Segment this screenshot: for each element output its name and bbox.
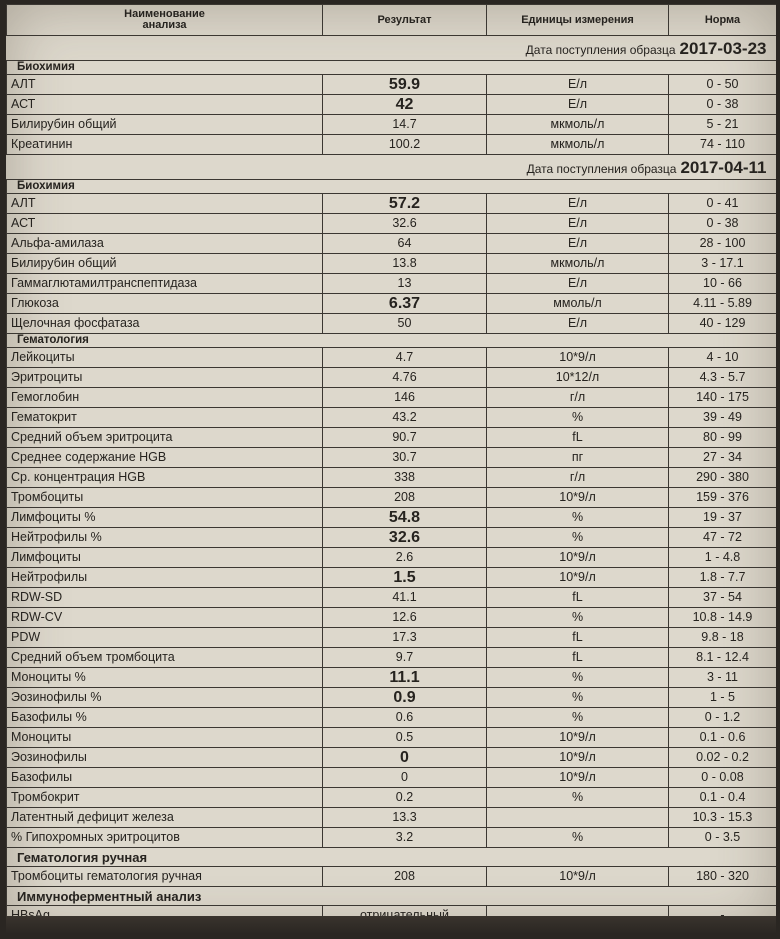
test-result: 0 <box>323 748 487 768</box>
test-norm: 0 - 0.08 <box>669 768 777 788</box>
test-unit: % <box>487 828 669 848</box>
test-result: 3.2 <box>323 828 487 848</box>
test-unit: Е/л <box>487 214 669 234</box>
table-row <box>7 828 777 848</box>
table-row <box>7 408 777 428</box>
results-body <box>7 36 777 926</box>
section-row <box>7 334 777 348</box>
table-row <box>7 448 777 468</box>
test-unit: % <box>487 688 669 708</box>
test-result: 30.7 <box>323 448 487 468</box>
test-unit: % <box>487 528 669 548</box>
table-row <box>7 194 777 214</box>
test-name: PDW <box>7 628 323 648</box>
test-unit: % <box>487 508 669 528</box>
test-name: АЛТ <box>7 194 323 214</box>
test-unit: Е/л <box>487 95 669 115</box>
test-result: 64 <box>323 234 487 254</box>
test-norm: 4 - 10 <box>669 348 777 368</box>
table-row <box>7 214 777 234</box>
table-row <box>7 95 777 115</box>
test-unit: 10*9/л <box>487 768 669 788</box>
test-unit: Е/л <box>487 75 669 95</box>
test-norm: 1.8 - 7.7 <box>669 568 777 588</box>
test-name: Тромбоциты гематология ручная <box>7 867 323 887</box>
sample-date-label: Дата поступления образца <box>525 42 676 57</box>
test-result: 13.8 <box>323 254 487 274</box>
test-name: АЛТ <box>7 75 323 95</box>
test-unit: г/л <box>487 388 669 408</box>
table-row <box>7 628 777 648</box>
test-norm: 4.11 - 5.89 <box>669 294 777 314</box>
section-row <box>7 180 777 194</box>
table-row <box>7 488 777 508</box>
test-norm: 0.1 - 0.6 <box>669 728 777 748</box>
section-title: Гематология ручная <box>7 848 777 867</box>
test-result: 17.3 <box>323 628 487 648</box>
header-norm: Норма <box>669 5 777 36</box>
test-unit: 10*9/л <box>487 488 669 508</box>
lab-results-sheet <box>6 4 776 934</box>
test-result: 146 <box>323 388 487 408</box>
test-unit: fL <box>487 588 669 608</box>
test-name: Базофилы <box>7 768 323 788</box>
test-name: Ср. концентрация HGB <box>7 468 323 488</box>
test-norm: 3 - 17.1 <box>669 254 777 274</box>
test-unit: Е/л <box>487 274 669 294</box>
test-result: 6.37 <box>323 294 487 314</box>
table-row <box>7 528 777 548</box>
test-unit: 10*9/л <box>487 867 669 887</box>
section-title: Гематология <box>7 334 777 348</box>
test-name: Моноциты <box>7 728 323 748</box>
test-unit: мкмоль/л <box>487 115 669 135</box>
test-name: Тромбоциты <box>7 488 323 508</box>
test-result: 100.2 <box>323 135 487 155</box>
test-result: 41.1 <box>323 588 487 608</box>
test-norm: 140 - 175 <box>669 388 777 408</box>
test-unit: % <box>487 788 669 808</box>
table-row <box>7 234 777 254</box>
table-row <box>7 648 777 668</box>
test-name: Тромбокрит <box>7 788 323 808</box>
test-norm: 290 - 380 <box>669 468 777 488</box>
sample-date-cell <box>7 36 777 61</box>
test-name: RDW-SD <box>7 588 323 608</box>
table-row <box>7 668 777 688</box>
test-name: Латентный дефицит железа <box>7 808 323 828</box>
table-row <box>7 75 777 95</box>
test-name: Гематокрит <box>7 408 323 428</box>
test-norm: 9.8 - 18 <box>669 628 777 648</box>
test-norm: 0 - 50 <box>669 75 777 95</box>
test-norm: 28 - 100 <box>669 234 777 254</box>
test-result: 32.6 <box>323 528 487 548</box>
test-result: 0 <box>323 768 487 788</box>
test-name: Билирубин общий <box>7 254 323 274</box>
test-result: 4.7 <box>323 348 487 368</box>
test-result: 14.7 <box>323 115 487 135</box>
test-name: Эозинофилы % <box>7 688 323 708</box>
test-norm: 39 - 49 <box>669 408 777 428</box>
test-unit: % <box>487 408 669 428</box>
test-unit: fL <box>487 428 669 448</box>
test-name: Глюкоза <box>7 294 323 314</box>
test-name: Альфа-амилаза <box>7 234 323 254</box>
header-name <box>7 5 323 36</box>
test-result: 12.6 <box>323 608 487 628</box>
test-name: Щелочная фосфатаза <box>7 314 323 334</box>
test-norm: 10 - 66 <box>669 274 777 294</box>
test-norm: 1 - 4.8 <box>669 548 777 568</box>
header-name-line2: анализа <box>142 19 187 31</box>
table-row <box>7 294 777 314</box>
test-unit: % <box>487 668 669 688</box>
test-result: 2.6 <box>323 548 487 568</box>
test-name: Среднее содержание HGB <box>7 448 323 468</box>
test-name: Эозинофилы <box>7 748 323 768</box>
section-row <box>7 887 777 906</box>
test-norm: 0.1 - 0.4 <box>669 788 777 808</box>
table-row <box>7 768 777 788</box>
table-row <box>7 728 777 748</box>
test-result: 50 <box>323 314 487 334</box>
test-name: Билирубин общий <box>7 115 323 135</box>
test-norm: 8.1 - 12.4 <box>669 648 777 668</box>
test-unit: % <box>487 608 669 628</box>
test-result: 0.9 <box>323 688 487 708</box>
test-name: Креатинин <box>7 135 323 155</box>
test-unit: 10*9/л <box>487 348 669 368</box>
test-result: 13 <box>323 274 487 294</box>
test-unit: 10*9/л <box>487 748 669 768</box>
test-norm: 0 - 38 <box>669 95 777 115</box>
table-row <box>7 708 777 728</box>
test-name: Средний объем тромбоцита <box>7 648 323 668</box>
test-norm: 40 - 129 <box>669 314 777 334</box>
test-result: 9.7 <box>323 648 487 668</box>
test-result: 0.6 <box>323 708 487 728</box>
table-row <box>7 508 777 528</box>
test-norm: 74 - 110 <box>669 135 777 155</box>
test-norm: 0 - 41 <box>669 194 777 214</box>
test-name: АСТ <box>7 214 323 234</box>
sample-date-cell <box>7 155 777 180</box>
photo-bottom-edge <box>6 916 776 934</box>
test-norm: 180 - 320 <box>669 867 777 887</box>
table-row <box>7 314 777 334</box>
test-unit: fL <box>487 648 669 668</box>
table-row <box>7 388 777 408</box>
test-norm: 19 - 37 <box>669 508 777 528</box>
test-name: Гаммаглютамилтранспептидаза <box>7 274 323 294</box>
sample-date-value: 2017-03-23 <box>679 38 767 58</box>
test-unit <box>487 808 669 828</box>
test-norm: 4.3 - 5.7 <box>669 368 777 388</box>
section-title: Биохимия <box>7 180 777 194</box>
test-norm: 80 - 99 <box>669 428 777 448</box>
section-row <box>7 61 777 75</box>
test-name: Гемоглобин <box>7 388 323 408</box>
test-name: Эритроциты <box>7 368 323 388</box>
test-unit: г/л <box>487 468 669 488</box>
test-norm: 3 - 11 <box>669 668 777 688</box>
test-name: Базофилы % <box>7 708 323 728</box>
header-units: Единицы измерения <box>487 5 669 36</box>
sample-date-row <box>7 36 777 61</box>
header-result: Результат <box>323 5 487 36</box>
table-row <box>7 428 777 448</box>
table-row <box>7 468 777 488</box>
test-name: Лейкоциты <box>7 348 323 368</box>
test-norm: 10.8 - 14.9 <box>669 608 777 628</box>
test-norm: 159 - 376 <box>669 488 777 508</box>
test-unit: 10*12/л <box>487 368 669 388</box>
table-row <box>7 548 777 568</box>
test-unit: мкмоль/л <box>487 135 669 155</box>
table-row <box>7 274 777 294</box>
table-row <box>7 788 777 808</box>
test-name: АСТ <box>7 95 323 115</box>
table-row <box>7 608 777 628</box>
section-title: Биохимия <box>7 61 777 75</box>
table-row <box>7 368 777 388</box>
test-result: 13.3 <box>323 808 487 828</box>
table-row <box>7 135 777 155</box>
test-unit: 10*9/л <box>487 568 669 588</box>
test-unit: пг <box>487 448 669 468</box>
table-row <box>7 588 777 608</box>
test-name: Лимфоциты % <box>7 508 323 528</box>
test-result: 11.1 <box>323 668 487 688</box>
test-unit: ммоль/л <box>487 294 669 314</box>
test-norm: 10.3 - 15.3 <box>669 808 777 828</box>
test-result: 59.9 <box>323 75 487 95</box>
test-result: 0.2 <box>323 788 487 808</box>
sample-date-label: Дата поступления образца <box>526 161 677 176</box>
test-norm: 27 - 34 <box>669 448 777 468</box>
test-name: Лимфоциты <box>7 548 323 568</box>
test-norm: 0 - 3.5 <box>669 828 777 848</box>
test-unit: 10*9/л <box>487 728 669 748</box>
table-row <box>7 748 777 768</box>
test-unit: мкмоль/л <box>487 254 669 274</box>
table-row <box>7 688 777 708</box>
table-row <box>7 867 777 887</box>
table-row <box>7 254 777 274</box>
test-result: 338 <box>323 468 487 488</box>
test-norm: 47 - 72 <box>669 528 777 548</box>
test-norm: 0 - 1.2 <box>669 708 777 728</box>
test-result: 42 <box>323 95 487 115</box>
table-row <box>7 808 777 828</box>
test-result: 54.8 <box>323 508 487 528</box>
test-result: 1.5 <box>323 568 487 588</box>
test-norm: 0.02 - 0.2 <box>669 748 777 768</box>
test-norm: 5 - 21 <box>669 115 777 135</box>
test-result: 32.6 <box>323 214 487 234</box>
table-row <box>7 568 777 588</box>
test-norm: 0 - 38 <box>669 214 777 234</box>
test-name: Средний объем эритроцита <box>7 428 323 448</box>
test-result: 208 <box>323 488 487 508</box>
table-header <box>7 5 777 36</box>
table-row <box>7 348 777 368</box>
test-unit: Е/л <box>487 194 669 214</box>
test-unit: fL <box>487 628 669 648</box>
test-result: 4.76 <box>323 368 487 388</box>
section-row <box>7 848 777 867</box>
results-table <box>6 4 776 926</box>
test-name: RDW-CV <box>7 608 323 628</box>
header-name-line1: Наименование <box>124 8 205 20</box>
test-name: % Гипохромных эритроцитов <box>7 828 323 848</box>
test-result: 0.5 <box>323 728 487 748</box>
table-row <box>7 115 777 135</box>
sample-date-value: 2017-04-11 <box>680 157 767 177</box>
test-unit: Е/л <box>487 314 669 334</box>
test-name: Нейтрофилы % <box>7 528 323 548</box>
test-result: 57.2 <box>323 194 487 214</box>
test-norm: 1 - 5 <box>669 688 777 708</box>
sample-date-row <box>7 155 777 180</box>
section-title: Иммуноферментный анализ <box>7 887 777 906</box>
test-unit: % <box>487 708 669 728</box>
test-result: 43.2 <box>323 408 487 428</box>
test-result: 208 <box>323 867 487 887</box>
test-result: 90.7 <box>323 428 487 448</box>
test-norm: 37 - 54 <box>669 588 777 608</box>
test-name: Моноциты % <box>7 668 323 688</box>
test-unit: 10*9/л <box>487 548 669 568</box>
test-unit: Е/л <box>487 234 669 254</box>
test-name: Нейтрофилы <box>7 568 323 588</box>
